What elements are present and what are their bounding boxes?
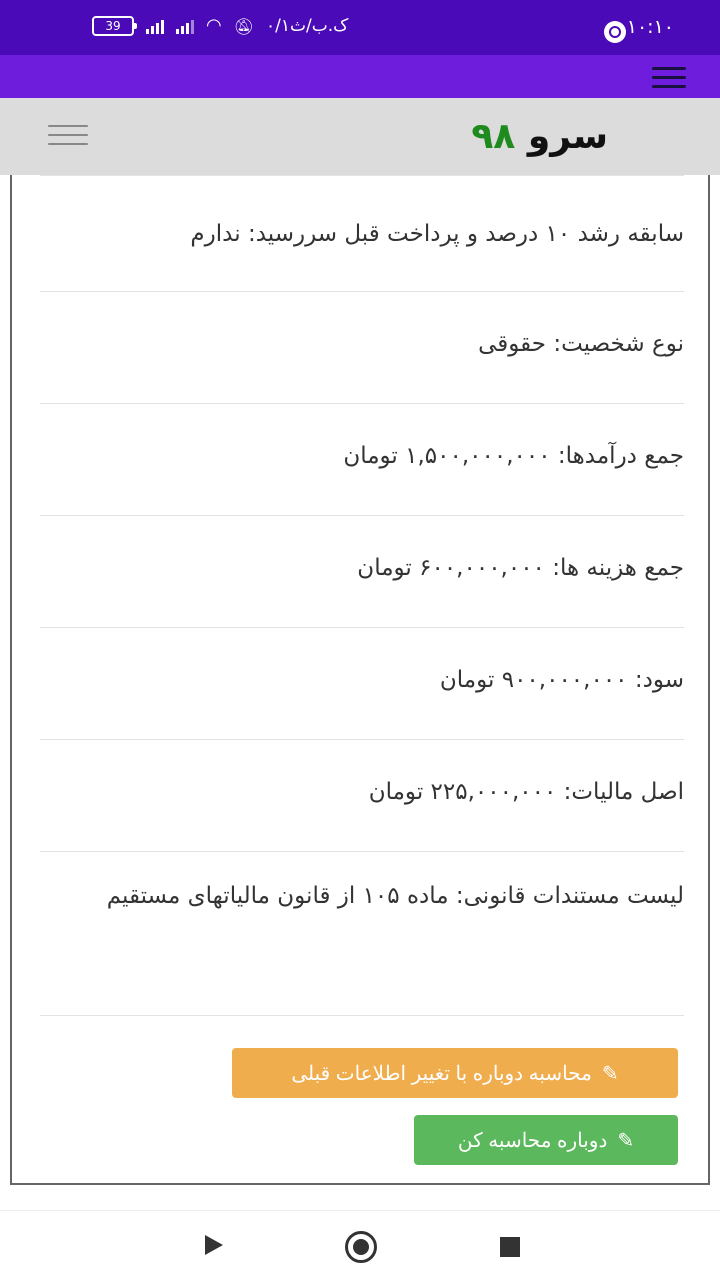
bell-off-icon: 🔕︎ bbox=[233, 16, 255, 36]
nav-recents-icon[interactable] bbox=[500, 1237, 520, 1257]
item-text: سابقه رشد ۱۰ درصد و پرداخت قبل سررسید: ندارم bbox=[190, 221, 684, 247]
brand-name: سرو bbox=[527, 116, 608, 157]
list-item bbox=[40, 627, 684, 739]
network-rate: ۰/۱ک.ب/ث bbox=[266, 16, 349, 36]
item-text: نوع شخصیت: حقوقی bbox=[478, 331, 684, 357]
list-item bbox=[40, 291, 684, 403]
list-item bbox=[40, 739, 684, 851]
divider bbox=[40, 1015, 684, 1016]
list-item bbox=[40, 851, 684, 1015]
button-label: محاسبه دوباره با تغییر اطلاعات قبلی bbox=[291, 1062, 592, 1085]
signal-icon bbox=[146, 18, 164, 34]
battery-icon bbox=[92, 16, 134, 36]
result-list bbox=[40, 175, 684, 1016]
status-time: ۱۰:۱۰ bbox=[626, 16, 674, 38]
nav-back-icon[interactable] bbox=[205, 1235, 223, 1255]
wifi-icon: ◠ bbox=[206, 15, 222, 36]
list-item bbox=[40, 175, 684, 291]
pencil-icon: ✎ bbox=[617, 1129, 635, 1152]
button-label: دوباره محاسبه کن bbox=[457, 1129, 608, 1152]
battery-level: 39 bbox=[105, 19, 121, 33]
item-text: جمع درآمدها: ۱,۵۰۰,۰۰۰,۰۰۰ تومان bbox=[343, 443, 684, 469]
item-text: اصل مالیات: ۲۲۵,۰۰۰,۰۰۰ تومان bbox=[368, 779, 684, 805]
item-text: سود: ۹۰۰,۰۰۰,۰۰۰ تومان bbox=[439, 667, 684, 693]
navigation-bar bbox=[0, 1210, 720, 1281]
app-header bbox=[0, 98, 720, 175]
result-panel bbox=[10, 175, 710, 1185]
pencil-icon: ✎ bbox=[601, 1062, 619, 1085]
status-bar bbox=[0, 0, 720, 55]
recalculate-with-changes-button[interactable] bbox=[232, 1048, 678, 1098]
brand-logo[interactable] bbox=[471, 116, 608, 157]
list-item bbox=[40, 403, 684, 515]
header-menu-icon[interactable] bbox=[48, 125, 88, 152]
top-bar bbox=[0, 55, 720, 98]
app-notification-icon bbox=[604, 21, 626, 43]
item-text: لیست مستندات قانونی: ماده ۱۰۵ از قانون مالیاتهای مستقیم bbox=[106, 883, 684, 909]
list-item bbox=[40, 515, 684, 627]
item-text: جمع هزینه ها: ۶۰۰,۰۰۰,۰۰۰ تومان bbox=[357, 555, 684, 581]
recalculate-button[interactable] bbox=[414, 1115, 678, 1165]
brand-number: ۹۸ bbox=[471, 116, 516, 157]
nav-home-icon[interactable] bbox=[345, 1231, 377, 1263]
menu-icon[interactable] bbox=[652, 67, 686, 94]
status-icons bbox=[92, 16, 348, 36]
signal-icon-2 bbox=[176, 18, 194, 34]
